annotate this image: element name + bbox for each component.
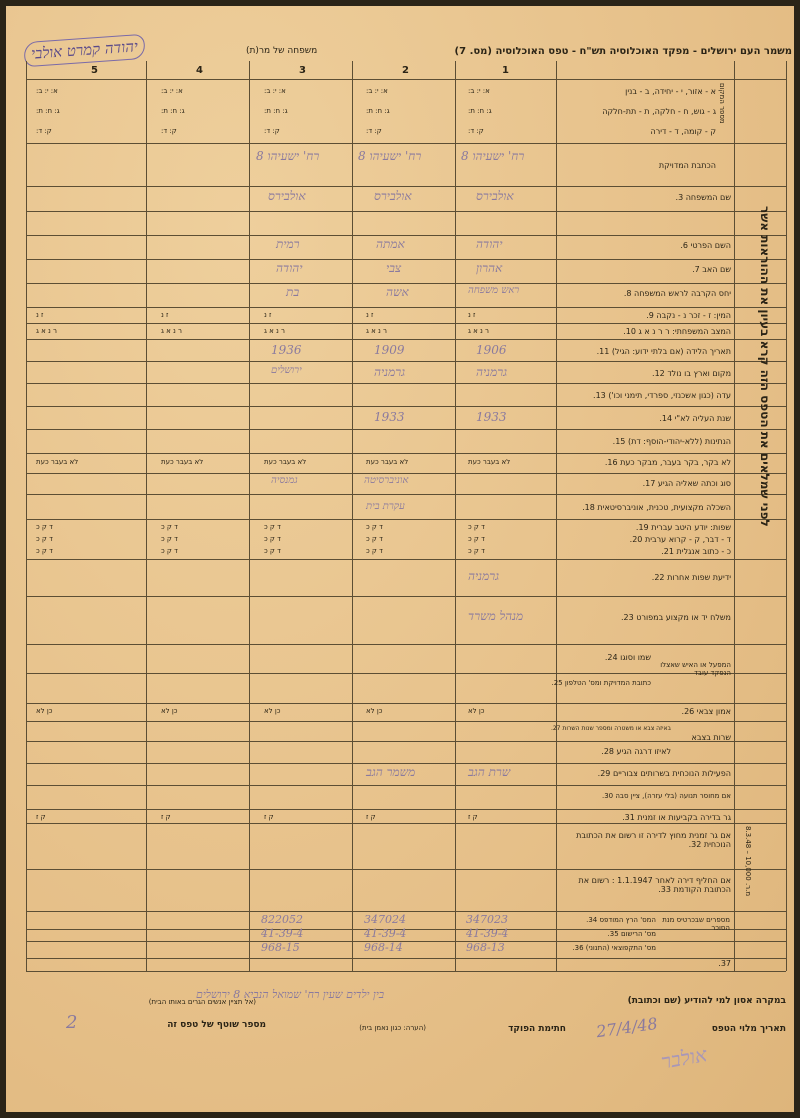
sex-options[interactable]: ז נ — [264, 311, 272, 319]
hw-col1-public: שרת הגב — [468, 765, 511, 779]
group-label-employer: המפעל או האיש שאצלו הנפקד עובד — [660, 661, 731, 677]
marital-options[interactable]: ר נ א ג — [468, 327, 489, 335]
address-cell: א: י: ב: — [264, 87, 286, 95]
field-label-ration-no: מס' התקפוצאי (התנוני) 36. — [572, 944, 656, 952]
lang-options[interactable]: ד ק כ — [161, 547, 178, 555]
residence-options[interactable]: ק ז — [264, 813, 274, 821]
hw-col2-num1: 347024 — [364, 913, 406, 926]
hw-col1-birth: 1906 — [476, 343, 507, 357]
residence-options[interactable]: ק ז — [161, 813, 171, 821]
footer-signature-label: חתימת הפוקד — [508, 1024, 566, 1034]
field-label-relation: יחס הקרבה לראש המשפחה 8. — [623, 289, 731, 298]
hw-col3-firstname: רמית — [276, 237, 300, 251]
grid-line — [352, 61, 353, 971]
hw-col2-num2: 41-39-4 — [364, 927, 407, 940]
handwritten-name-stamp: יהודה קמרט אולבי — [23, 34, 145, 67]
hw-address: רח' ישעיהו 8 — [461, 149, 525, 163]
lang-options[interactable]: ד ק כ — [468, 523, 485, 531]
hw-col3-num1: 822052 — [261, 913, 303, 926]
address-cell: ג: ח: ת: — [36, 107, 60, 115]
hw-col1-birthplace: גרמניה — [476, 365, 508, 379]
column-header-5: 5 — [91, 65, 98, 76]
address-cell: ק: ד: — [264, 127, 280, 135]
lang-options[interactable]: ד ק כ — [264, 547, 281, 555]
field-label-public-service: הפעילות הנוכחית בשרותים צבוריים 29. — [597, 769, 731, 778]
form-title: משמר העם ירושלים - מפקד האוכלוסיה תש"ח - טפס האוכלוסיה (מס. 7) — [454, 46, 792, 57]
address-row-k-label: ק - קומה, ד - דירה — [650, 127, 716, 136]
hw-address: רח' ישעיהו 8 — [256, 149, 320, 163]
field-label-lang-heb: שפות: יודע היטב עברית 19. — [635, 523, 731, 532]
address-cell: ג: ח: ת: — [366, 107, 390, 115]
school-options[interactable]: לא בעבר כעת — [161, 458, 204, 466]
hw-col1-relation: ראש משפחה — [468, 285, 520, 296]
field-label-lang-eng: כ - כתוב אנגלית 21. — [661, 547, 731, 556]
hw-col2-relation: אשה — [386, 285, 409, 299]
exact-address-label: הכתבת המדויקת — [658, 161, 716, 170]
field-label-aliya: שנת העליה לא"י 14. — [659, 414, 731, 423]
column-header-4: 4 — [196, 65, 203, 76]
field-label-prev-address: אם החליף דירה לאחר 1.1.1947 : רשום את הכתובת הקודמת 33. — [578, 876, 731, 894]
lang-options[interactable]: ד ק כ — [161, 535, 178, 543]
column-header-3: 3 — [299, 65, 306, 76]
column-header-2: 2 — [402, 65, 409, 76]
army-options[interactable]: כן לא — [36, 707, 53, 715]
marital-options[interactable]: ר נ א ג — [264, 327, 285, 335]
hw-col2-aliya: 1933 — [374, 410, 405, 424]
field-label-employer-address: כתובת המדויקת ומס' הטלפון 25. — [551, 679, 651, 687]
side-print-mark: מ.ר. 10,000 – 8.3.48 — [744, 826, 752, 897]
field-label-birthplace: מקום וארץ בו נולד 12. — [652, 369, 731, 378]
group-label-numbers: מספרים שבכרטיס מנת הסוכר — [662, 916, 730, 932]
hw-col2-public: משמר הגב — [366, 765, 416, 779]
footer-emergency-note: (אל תציין אנשים הגרים באותו הבית) — [148, 998, 256, 1006]
field-label-sex: המין: ז - זכר נ - נקבה 9. — [646, 311, 731, 320]
hw-col3-father: יהודה — [276, 261, 303, 275]
address-cell: ג: ח: ת: — [161, 107, 185, 115]
address-cell: ג: ח: ת: — [264, 107, 288, 115]
address-cell: א: י: ב: — [366, 87, 388, 95]
field-label-37: 37. — [718, 959, 731, 968]
hw-col3-surname: אולבירס — [268, 189, 306, 203]
lang-options[interactable]: ד ק כ — [366, 523, 383, 531]
hw-col1-firstname: יהודה — [476, 237, 503, 251]
hw-col1-num2: 41-39-4 — [466, 927, 509, 940]
address-cell: א: י: ב: — [468, 87, 490, 95]
place-number-label: מספר המקום — [718, 83, 726, 124]
address-row-a-label: א - אזור, י - יחידה, ב - בנין — [625, 87, 716, 96]
address-cell: ק: ד: — [366, 127, 382, 135]
hw-emergency: בין ילדים שעין רח' שמואל הנביא 8 ירושלים — [196, 988, 385, 1001]
lang-options[interactable]: ד ק כ — [366, 535, 383, 543]
field-label-immobile: אם מחוסר תנועה (בלי עזרה), ציין סבה 30. — [601, 792, 731, 800]
field-label-lang-arab: ד - דבר, ק - קרוא ערבית 20. — [629, 535, 731, 544]
hw-col2-surname: אולבירס — [374, 189, 412, 203]
side-instruction-text: לפני שמלאים את הטפס הזה קרא בעיון את ההוראות אשר — [758, 206, 772, 527]
hw-col3-relation: בת — [286, 285, 300, 299]
hw-col2-birthplace: גרמניה — [374, 365, 406, 379]
lang-options[interactable]: ד ק כ — [468, 547, 485, 555]
hw-date: 27/4/48 — [594, 1013, 659, 1042]
field-label-rank: לאיזו דרגה הגיע 28. — [601, 747, 671, 756]
field-label-army-service: באיזה צבא או משטרה ומספר שנות השרות 27. — [550, 725, 671, 732]
lang-options[interactable]: ד ק כ — [161, 523, 178, 531]
address-cell: ק: ד: — [36, 127, 52, 135]
field-label-birthdate: תאריך הלידה (אם בלתי ידוע: הגיל) 11. — [596, 347, 731, 356]
hw-col2-father: צבי — [386, 261, 402, 275]
lang-options[interactable]: ד ק כ — [264, 523, 281, 531]
field-label-temp-address: אם גר זמנית מחוץ לדירה זו רשום את הכתובת הנוכחית 32. — [576, 831, 731, 849]
lang-options[interactable]: ד ק כ — [36, 535, 53, 543]
field-label-serial-no: המס' הרץ המודפס 34. — [586, 916, 656, 924]
residence-options[interactable]: ק ז — [36, 813, 46, 821]
hw-col3-school: גמנסיה — [271, 475, 298, 486]
marital-options[interactable]: ר נ א ג — [36, 327, 57, 335]
group-label-army: שרות בצבא — [691, 733, 731, 742]
field-label-military: אמון צבאי 26. — [681, 707, 731, 716]
field-label-other-lang: ידיעת שפות אחרות 22. — [651, 573, 731, 582]
hw-col1-aliya: 1933 — [476, 410, 507, 424]
hw-col1-occupation: מנהל משרד — [468, 609, 524, 623]
address-cell: ק: ד: — [161, 127, 177, 135]
field-label-citizenship: הנתינות (ללא-יהודי-הוסף: דת) 15. — [612, 437, 731, 446]
sex-options[interactable]: ז נ — [36, 311, 44, 319]
footer-notes-label: (הערה: כגון נאמן בית) — [359, 1024, 426, 1032]
footer-shared-label: מספר שוטף של טפס זה — [167, 1020, 266, 1030]
army-options[interactable]: כן לא — [366, 707, 383, 715]
hw-col2-firstname: אמתה — [376, 237, 405, 251]
hw-signature: אולבר — [659, 1042, 709, 1074]
lang-options[interactable]: ד ק כ — [36, 523, 53, 531]
school-options[interactable]: לא בעבר כעת — [366, 458, 409, 466]
field-label-school: לא בקר, בקר בעבר, מבקר כעת 16. — [604, 458, 731, 467]
residence-options[interactable]: ק ז — [468, 813, 478, 821]
address-cell: ג: ח: ת: — [468, 107, 492, 115]
grid-line — [556, 61, 557, 971]
hw-col2-birth: 1909 — [374, 343, 405, 357]
hw-col1-edu: גרמניה — [468, 569, 500, 583]
lang-options[interactable]: ד ק כ — [36, 547, 53, 555]
census-form-sheet — [6, 6, 794, 1112]
hw-col3-birth: 1936 — [271, 343, 302, 357]
field-label-father: שם האב 7. — [692, 265, 731, 274]
hw-col1-num1: 347023 — [466, 913, 508, 926]
field-label-residence: גר בדירה בקביעות או זמנית 31. — [622, 813, 731, 822]
lang-options[interactable]: ד ק כ — [366, 547, 383, 555]
hw-shared-number: 2 — [66, 1012, 78, 1033]
footer-emergency-label: במקרה אסון למי להודיע (שם וכתובת) — [627, 996, 786, 1006]
field-label-class: סוג וכתה שאליה הגיע 17. — [642, 479, 731, 488]
sex-options[interactable]: ז נ — [161, 311, 169, 319]
sex-options[interactable]: ז נ — [468, 311, 476, 319]
field-label-reg-no: מס' הרישום 35. — [607, 930, 656, 938]
hw-col3-num3: 968-15 — [261, 941, 300, 954]
field-label-employer-name: שמו וסוגו 24. — [604, 653, 651, 662]
field-label-higher-edu: השכלה מקצועית, טכנית, אוניברסיטאית 18. — [582, 503, 731, 512]
marital-options[interactable]: ר נ א ג — [161, 327, 182, 335]
hw-col3-num2: 41-39-4 — [261, 927, 304, 940]
hw-address: רח' ישעיהו 8 — [358, 149, 422, 163]
field-label-surname: שם המשפחה 3. — [675, 193, 731, 202]
hw-col1-num3: 968-13 — [466, 941, 505, 954]
footer-date-label: תאריך מלוי הטפס — [711, 1024, 786, 1034]
grid-line — [249, 61, 250, 971]
grid-line — [146, 61, 147, 971]
hw-col1-father: אהרון — [476, 261, 503, 275]
army-options[interactable]: כן לא — [161, 707, 178, 715]
address-row-g-label: ג - גוש, ח - חלקה, ת - תת-חלקה — [602, 107, 716, 116]
school-options[interactable]: לא בעבר כעת — [264, 458, 307, 466]
lang-options[interactable]: ד ק כ — [264, 535, 281, 543]
census-grid — [6, 61, 794, 981]
lang-options[interactable]: ד ק כ — [468, 535, 485, 543]
column-header-1: 1 — [502, 65, 509, 76]
hw-col2-num3: 968-14 — [364, 941, 403, 954]
grid-line — [455, 61, 456, 971]
family-of-label: משפחה של מר(ת) — [246, 46, 318, 56]
address-cell: ק: ד: — [468, 127, 484, 135]
hw-col2-school: אוניברסיטה — [364, 475, 409, 486]
residence-options[interactable]: ק ז — [366, 813, 376, 821]
army-options[interactable]: כן לא — [468, 707, 485, 715]
address-cell: א: י: ב: — [161, 87, 183, 95]
field-label-firstname: השם הפרטי 6. — [680, 241, 731, 250]
hw-col1-surname: אולבירס — [476, 189, 514, 203]
field-label-community: עדה (כגון אשכנזי, ספרדי, תימני וכו') 13. — [593, 391, 731, 400]
hw-col2-edu: עקרת בית — [366, 501, 405, 512]
hw-col3-birthplace: ירושלים — [271, 365, 302, 376]
army-options[interactable]: כן לא — [264, 707, 281, 715]
marital-options[interactable]: ר נ א ג — [366, 327, 387, 335]
school-options[interactable]: לא בעבר כעת — [36, 458, 79, 466]
grid-line — [734, 61, 735, 971]
school-options[interactable]: לא בעבר כעת — [468, 458, 511, 466]
sex-options[interactable]: ז נ — [366, 311, 374, 319]
grid-line — [26, 61, 27, 971]
grid-line — [786, 61, 787, 971]
field-label-occupation: משלח יד או מקצוע במפורט 23. — [621, 613, 731, 622]
field-label-marital: המצב המשפחתי: ר ר נ א ג 10. — [623, 327, 731, 336]
address-cell: א: י: ב: — [36, 87, 58, 95]
